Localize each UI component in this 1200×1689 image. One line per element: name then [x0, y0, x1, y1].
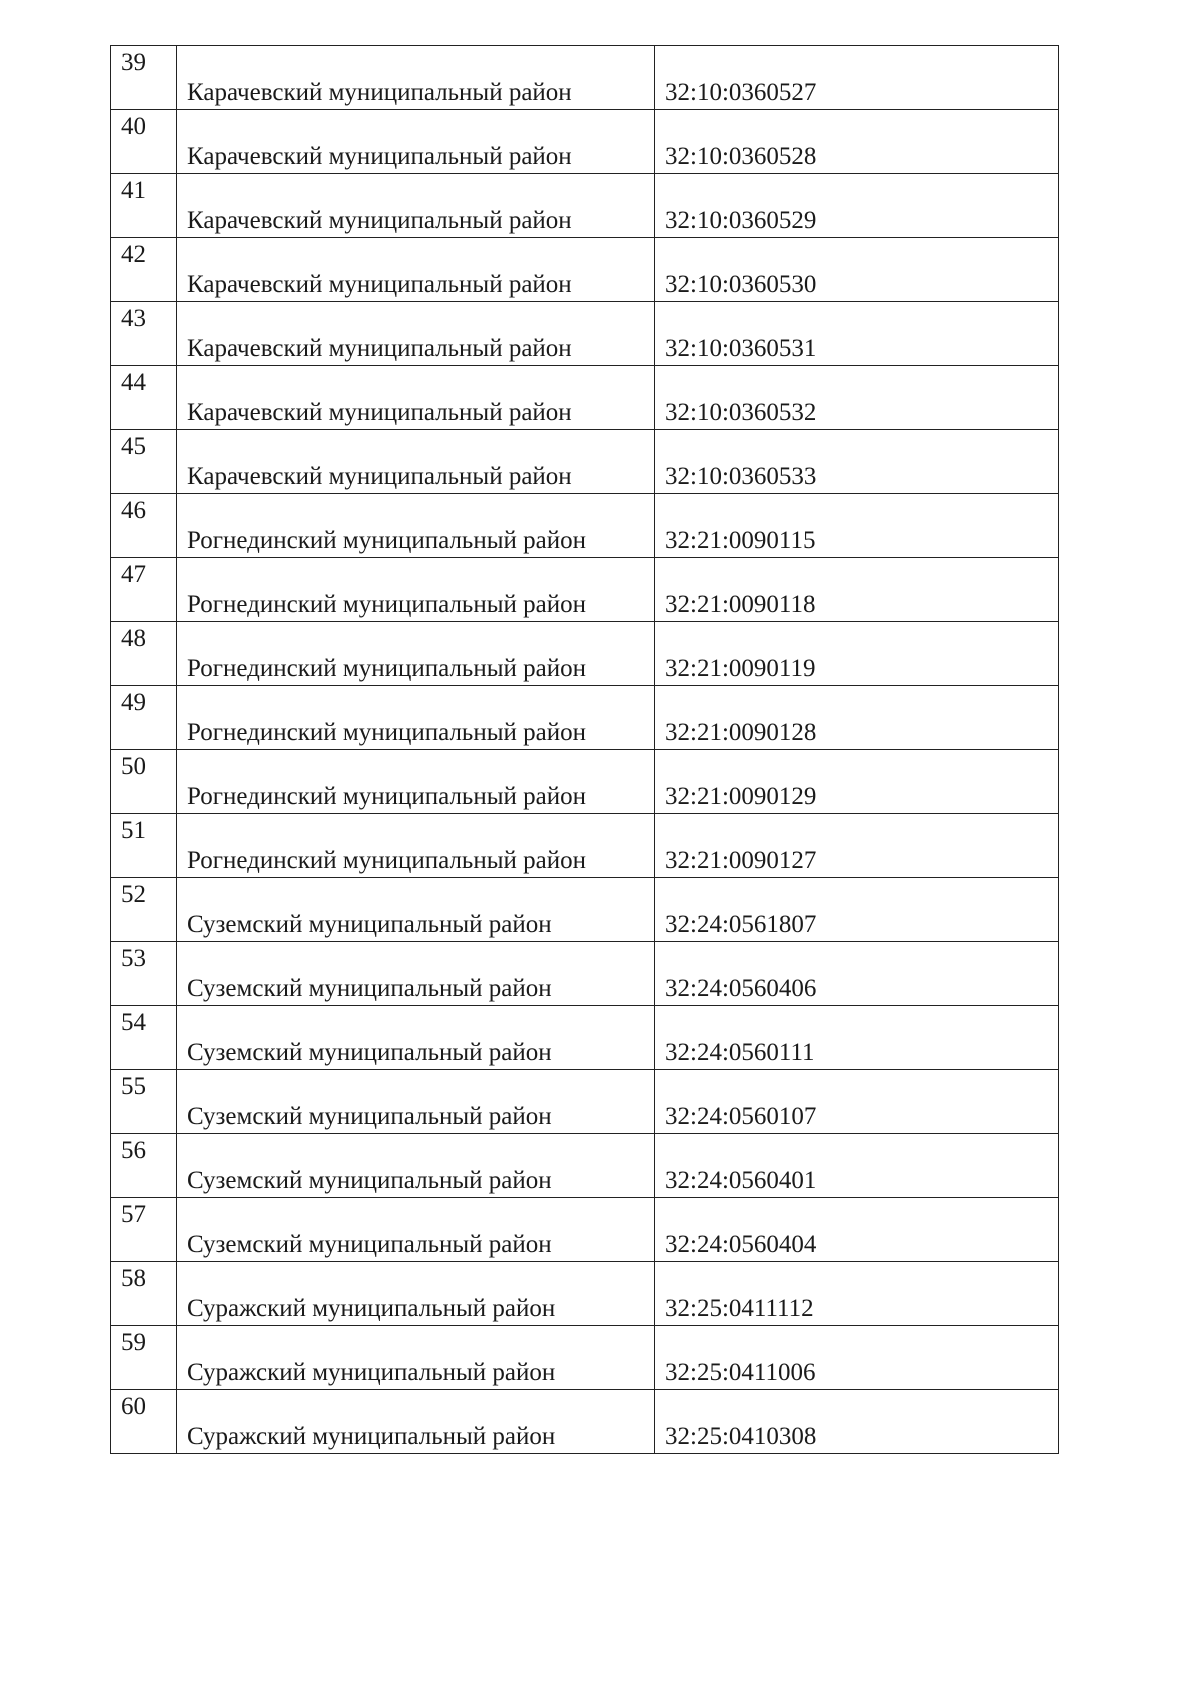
- row-number: 54: [121, 1009, 146, 1036]
- table-body: [111, 46, 1059, 1454]
- district-cell: [177, 558, 655, 622]
- cadastral-number: 32:21:0090129: [665, 783, 817, 810]
- district-name: Карачевский муниципальный район: [187, 335, 572, 362]
- district-name: Суземский муниципальный район: [187, 1103, 552, 1130]
- row-number-cell: [111, 750, 177, 814]
- table-row: [111, 1262, 1059, 1326]
- row-number: 59: [121, 1329, 146, 1356]
- row-number-cell: [111, 814, 177, 878]
- cadastral-number: 32:21:0090119: [665, 655, 816, 682]
- cadastral-cell: [655, 558, 1059, 622]
- row-number: 51: [121, 817, 146, 844]
- table-row: [111, 302, 1059, 366]
- district-name: Рогнединский муниципальный район: [187, 527, 586, 554]
- cadastral-number: 32:21:0090127: [665, 847, 817, 874]
- cadastral-number: 32:24:0560107: [665, 1103, 817, 1130]
- table-row: [111, 942, 1059, 1006]
- table-row: [111, 1006, 1059, 1070]
- cadastral-cell: [655, 1390, 1059, 1454]
- table-row: [111, 110, 1059, 174]
- row-number: 43: [121, 305, 146, 332]
- district-name: Суражский муниципальный район: [187, 1295, 556, 1322]
- cadastral-cell: [655, 1134, 1059, 1198]
- row-number: 47: [121, 561, 146, 588]
- cadastral-quarters-table: [110, 45, 1059, 1454]
- row-number: 58: [121, 1265, 146, 1292]
- cadastral-number: 32:24:0560406: [665, 975, 817, 1002]
- cadastral-number: 32:10:0360530: [665, 271, 817, 298]
- cadastral-cell: [655, 1262, 1059, 1326]
- table-row: [111, 1070, 1059, 1134]
- cadastral-number: 32:10:0360529: [665, 207, 817, 234]
- row-number-cell: [111, 46, 177, 110]
- row-number-cell: [111, 878, 177, 942]
- district-name: Суземский муниципальный район: [187, 1231, 552, 1258]
- cadastral-number: 32:25:0411006: [665, 1359, 816, 1386]
- cadastral-cell: [655, 942, 1059, 1006]
- district-cell: [177, 1134, 655, 1198]
- row-number: 60: [121, 1393, 146, 1420]
- district-cell: [177, 1198, 655, 1262]
- cadastral-cell: [655, 814, 1059, 878]
- district-name: Карачевский муниципальный район: [187, 79, 572, 106]
- district-cell: [177, 1006, 655, 1070]
- row-number-cell: [111, 942, 177, 1006]
- cadastral-cell: [655, 238, 1059, 302]
- district-cell: [177, 1070, 655, 1134]
- table-row: [111, 1198, 1059, 1262]
- cadastral-cell: [655, 46, 1059, 110]
- row-number-cell: [111, 1070, 177, 1134]
- cadastral-cell: [655, 174, 1059, 238]
- table-row: [111, 686, 1059, 750]
- district-name: Суземский муниципальный район: [187, 1039, 552, 1066]
- cadastral-number: 32:21:0090118: [665, 591, 816, 618]
- row-number-cell: [111, 1134, 177, 1198]
- row-number: 46: [121, 497, 146, 524]
- district-name: Карачевский муниципальный район: [187, 143, 572, 170]
- cadastral-cell: [655, 430, 1059, 494]
- district-cell: [177, 1262, 655, 1326]
- cadastral-number: 32:10:0360533: [665, 463, 817, 490]
- district-cell: [177, 814, 655, 878]
- row-number: 39: [121, 49, 146, 76]
- row-number: 56: [121, 1137, 146, 1164]
- row-number: 50: [121, 753, 146, 780]
- district-cell: [177, 942, 655, 1006]
- cadastral-number: 32:24:0560401: [665, 1167, 817, 1194]
- table-row: [111, 238, 1059, 302]
- cadastral-number: 32:10:0360527: [665, 79, 817, 106]
- row-number: 45: [121, 433, 146, 460]
- row-number: 41: [121, 177, 146, 204]
- table-row: [111, 174, 1059, 238]
- district-name: Рогнединский муниципальный район: [187, 847, 586, 874]
- district-cell: [177, 302, 655, 366]
- cadastral-number: 32:24:0561807: [665, 911, 817, 938]
- district-name: Рогнединский муниципальный район: [187, 655, 586, 682]
- table-row: [111, 430, 1059, 494]
- table-row: [111, 1134, 1059, 1198]
- district-cell: [177, 366, 655, 430]
- district-cell: [177, 1390, 655, 1454]
- row-number-cell: [111, 366, 177, 430]
- district-name: Суземский муниципальный район: [187, 975, 552, 1002]
- table-row: [111, 1390, 1059, 1454]
- row-number-cell: [111, 238, 177, 302]
- row-number: 55: [121, 1073, 146, 1100]
- row-number-cell: [111, 1326, 177, 1390]
- district-cell: [177, 750, 655, 814]
- district-cell: [177, 174, 655, 238]
- row-number-cell: [111, 430, 177, 494]
- table-row: [111, 814, 1059, 878]
- cadastral-number: 32:10:0360528: [665, 143, 817, 170]
- row-number-cell: [111, 1390, 177, 1454]
- cadastral-cell: [655, 110, 1059, 174]
- district-cell: [177, 494, 655, 558]
- table-row: [111, 558, 1059, 622]
- district-name: Суземский муниципальный район: [187, 911, 552, 938]
- row-number-cell: [111, 686, 177, 750]
- district-name: Суражский муниципальный район: [187, 1423, 556, 1450]
- district-name: Рогнединский муниципальный район: [187, 591, 586, 618]
- cadastral-cell: [655, 366, 1059, 430]
- district-cell: [177, 46, 655, 110]
- district-name: Рогнединский муниципальный район: [187, 783, 586, 810]
- district-cell: [177, 622, 655, 686]
- cadastral-number: 32:10:0360531: [665, 335, 817, 362]
- cadastral-number: 32:25:0411112: [665, 1295, 814, 1322]
- row-number: 42: [121, 241, 146, 268]
- cadastral-number: 32:24:0560111: [665, 1039, 815, 1066]
- row-number-cell: [111, 494, 177, 558]
- cadastral-cell: [655, 686, 1059, 750]
- district-name: Карачевский муниципальный район: [187, 463, 572, 490]
- row-number-cell: [111, 622, 177, 686]
- cadastral-cell: [655, 750, 1059, 814]
- district-name: Суражский муниципальный район: [187, 1359, 556, 1386]
- row-number: 40: [121, 113, 146, 140]
- row-number-cell: [111, 1198, 177, 1262]
- row-number-cell: [111, 302, 177, 366]
- district-name: Карачевский муниципальный район: [187, 271, 572, 298]
- table-row: [111, 622, 1059, 686]
- district-cell: [177, 1326, 655, 1390]
- district-cell: [177, 878, 655, 942]
- table-row: [111, 878, 1059, 942]
- row-number: 44: [121, 369, 146, 396]
- row-number: 53: [121, 945, 146, 972]
- district-name: Карачевский муниципальный район: [187, 399, 572, 426]
- cadastral-number: 32:21:0090128: [665, 719, 817, 746]
- district-cell: [177, 238, 655, 302]
- cadastral-cell: [655, 1326, 1059, 1390]
- table-row: [111, 1326, 1059, 1390]
- cadastral-cell: [655, 1006, 1059, 1070]
- district-name: Суземский муниципальный район: [187, 1167, 552, 1194]
- cadastral-number: 32:21:0090115: [665, 527, 816, 554]
- district-name: Карачевский муниципальный район: [187, 207, 572, 234]
- row-number: 57: [121, 1201, 146, 1228]
- district-name: Рогнединский муниципальный район: [187, 719, 586, 746]
- table-row: [111, 494, 1059, 558]
- row-number-cell: [111, 1006, 177, 1070]
- cadastral-cell: [655, 1198, 1059, 1262]
- cadastral-number: 32:24:0560404: [665, 1231, 817, 1258]
- cadastral-cell: [655, 622, 1059, 686]
- row-number-cell: [111, 110, 177, 174]
- cadastral-cell: [655, 302, 1059, 366]
- district-cell: [177, 430, 655, 494]
- district-cell: [177, 686, 655, 750]
- row-number-cell: [111, 558, 177, 622]
- table-row: [111, 46, 1059, 110]
- cadastral-cell: [655, 878, 1059, 942]
- cadastral-number: 32:25:0410308: [665, 1423, 817, 1450]
- row-number: 48: [121, 625, 146, 652]
- cadastral-cell: [655, 1070, 1059, 1134]
- district-cell: [177, 110, 655, 174]
- row-number-cell: [111, 174, 177, 238]
- cadastral-cell: [655, 494, 1059, 558]
- table-row: [111, 750, 1059, 814]
- cadastral-number: 32:10:0360532: [665, 399, 817, 426]
- row-number: 52: [121, 881, 146, 908]
- row-number: 49: [121, 689, 146, 716]
- table-row: [111, 366, 1059, 430]
- row-number-cell: [111, 1262, 177, 1326]
